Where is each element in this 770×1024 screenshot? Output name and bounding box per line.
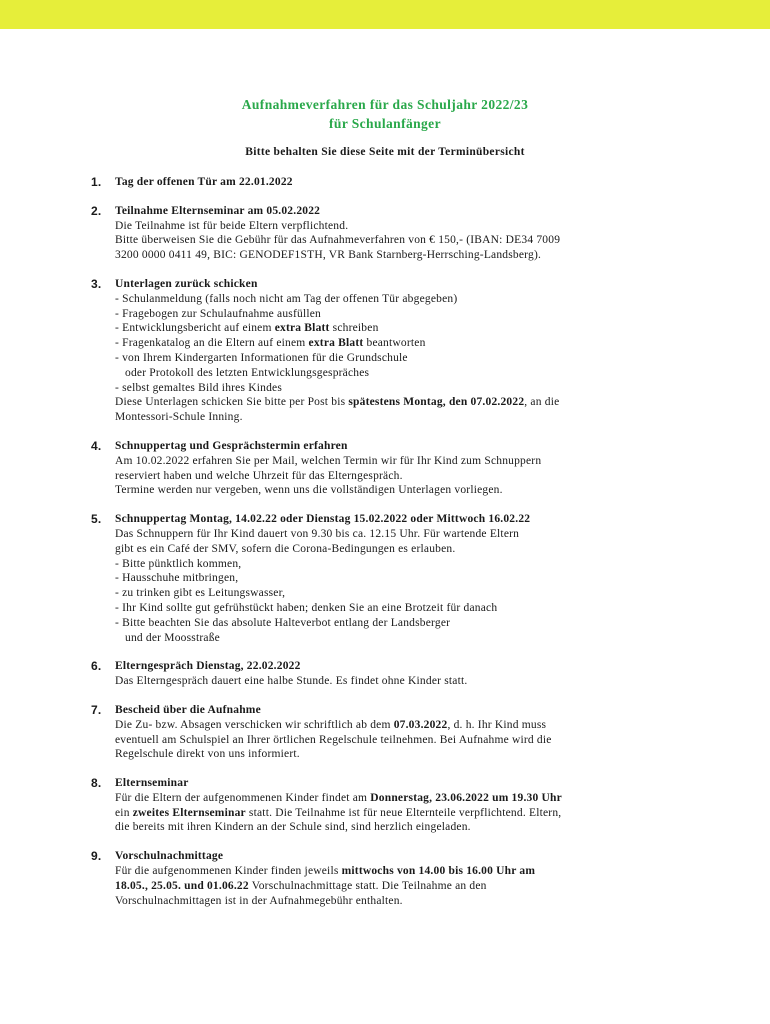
list-item-3 bbox=[91, 277, 691, 425]
item-heading: Schnuppertag und Gesprächstermin erfahren bbox=[115, 439, 348, 452]
item-body bbox=[115, 776, 691, 835]
item-number: 5. bbox=[91, 512, 102, 527]
item-number: 4. bbox=[91, 438, 102, 453]
item-heading: Tag der offenen Tür am 22.01.2022 bbox=[115, 176, 293, 188]
item-body bbox=[115, 849, 691, 908]
item-text: - Entwicklungsbericht auf einem extra Blatt schreiben bbox=[115, 322, 379, 335]
item-text: ein zweites Elternseminar statt. Die Teilnahme ist für neue Elternteile verpflichtend. Eltern, bbox=[115, 806, 562, 819]
item-text: - Ihr Kind sollte gut gefrühstückt haben; denken Sie an eine Brotzeit für danach bbox=[115, 601, 498, 614]
item-body bbox=[115, 659, 691, 689]
item-text: Montessori-Schule Inning. bbox=[115, 411, 243, 424]
item-body bbox=[115, 703, 691, 762]
item-text: - selbst gemaltes Bild ihres Kindes bbox=[115, 381, 283, 394]
item-text: - Fragenkatalog an die Eltern auf einem extra Blatt beantworten bbox=[115, 337, 426, 350]
title-line-2: für Schulanfänger bbox=[329, 116, 441, 131]
item-text: Termine werden nur vergeben, wenn uns die vollständigen Unterlagen vorliegen. bbox=[115, 484, 503, 497]
item-heading: Bescheid über die Aufnahme bbox=[115, 703, 261, 716]
item-body bbox=[115, 175, 691, 190]
item-number: 3. bbox=[91, 276, 102, 291]
item-text: die bereits mit ihren Kindern an der Schule sind, sind herzlich eingeladen. bbox=[115, 821, 471, 834]
item-text: Diese Unterlagen schicken Sie bitte per Post bis spätestens Montag, den 07.02.2022, an die bbox=[115, 396, 560, 409]
item-text: gibt es ein Café der SMV, sofern die Corona-Bedingungen es erlauben. bbox=[115, 542, 456, 555]
item-heading: Schnuppertag Montag, 14.02.22 oder Dienstag 15.02.2022 oder Mittwoch 16.02.22 bbox=[115, 513, 531, 526]
item-text: - zu trinken gibt es Leitungswasser, bbox=[115, 587, 286, 600]
item-body bbox=[115, 439, 691, 498]
item-heading: Elterngespräch Dienstag, 22.02.2022 bbox=[115, 660, 301, 673]
list-item-7 bbox=[91, 703, 691, 762]
item-body bbox=[115, 512, 691, 645]
item-body bbox=[115, 204, 691, 263]
item-text: Bitte überweisen Sie die Gebühr für das Aufnahmeverfahren von € 150,- (IBAN: DE34 7009 bbox=[115, 234, 561, 247]
list-item-2 bbox=[91, 204, 691, 263]
item-text: Am 10.02.2022 erfahren Sie per Mail, welchen Termin wir für Ihr Kind zum Schnuppern bbox=[115, 454, 542, 467]
item-text: und der Moosstraße bbox=[125, 631, 220, 644]
item-text: - Fragebogen zur Schulaufnahme ausfüllen bbox=[115, 307, 321, 320]
top-color-bar bbox=[0, 0, 770, 29]
item-number: 6. bbox=[91, 659, 102, 674]
item-text: reserviert haben und welche Uhrzeit für das Elterngespräch. bbox=[115, 469, 403, 482]
document-subtitle: Bitte behalten Sie diese Seite mit der Terminübersicht bbox=[245, 146, 525, 158]
document-title bbox=[0, 95, 770, 133]
item-number: 9. bbox=[91, 849, 102, 864]
list-item-8 bbox=[91, 776, 691, 835]
item-text: Regelschule direkt von uns informiert. bbox=[115, 748, 300, 761]
item-number: 1. bbox=[91, 175, 102, 189]
item-text: - Bitte beachten Sie das absolute Halteverbot entlang der Landsberger bbox=[115, 616, 451, 629]
item-text: Das Elterngespräch dauert eine halbe Stunde. Es findet ohne Kinder statt. bbox=[115, 675, 468, 688]
item-body bbox=[115, 277, 691, 425]
item-text: oder Protokoll des letzten Entwicklungsgespräches bbox=[125, 366, 370, 379]
title-line-1: Aufnahmeverfahren für das Schuljahr 2022/23 bbox=[241, 97, 529, 112]
item-heading: Unterlagen zurück schicken bbox=[115, 277, 258, 290]
item-text: - Bitte pünktlich kommen, bbox=[115, 557, 242, 570]
item-text: Vorschulnachmittagen ist in der Aufnahmegebühr enthalten. bbox=[115, 894, 403, 907]
item-number: 8. bbox=[91, 776, 102, 791]
item-heading: Elternseminar bbox=[115, 777, 189, 790]
item-text: - von Ihrem Kindergarten Informationen für die Grundschule bbox=[115, 351, 408, 364]
list-item-6 bbox=[91, 659, 691, 689]
list-item-1 bbox=[91, 175, 691, 190]
list-item-4 bbox=[91, 439, 691, 498]
item-text: - Hausschuhe mitbringen, bbox=[115, 572, 239, 585]
item-heading: Teilnahme Elternseminar am 05.02.2022 bbox=[115, 204, 321, 217]
item-text: 18.05., 25.05. und 01.06.22 Vorschulnachmittage statt. Die Teilnahme an den bbox=[115, 879, 487, 892]
item-text: - Schulanmeldung (falls noch nicht am Tag der offenen Tür abgegeben) bbox=[115, 292, 458, 305]
item-text: Die Teilnahme ist für beide Eltern verpflichtend. bbox=[115, 219, 349, 232]
item-number: 2. bbox=[91, 203, 102, 218]
item-heading: Vorschulnachmittage bbox=[115, 850, 224, 863]
item-text: Für die Eltern der aufgenommenen Kinder findet am Donnerstag, 23.06.2022 um 19.30 Uhr bbox=[115, 791, 562, 804]
item-text: Für die aufgenommenen Kinder finden jeweils mittwochs von 14.00 bis 16.00 Uhr am bbox=[115, 865, 536, 878]
list-item-9 bbox=[91, 849, 691, 908]
item-text: Die Zu- bzw. Absagen verschicken wir schriftlich ab dem 07.03.2022, d. h. Ihr Kind muss bbox=[115, 718, 547, 731]
item-text: eventuell am Schulspiel an Ihrer örtlichen Regelschule teilnehmen. Bei Aufnahme wird die bbox=[115, 733, 552, 746]
item-text: 3200 0000 0411 49, BIC: GENODEF1STH, VR Bank Starnberg-Herrsching-Landsberg). bbox=[115, 249, 542, 262]
item-text: Das Schnuppern für Ihr Kind dauert von 9.30 bis ca. 12.15 Uhr. Für wartende Eltern bbox=[115, 527, 520, 540]
item-number: 7. bbox=[91, 702, 102, 717]
list-item-5 bbox=[91, 512, 691, 645]
schedule-list bbox=[91, 175, 691, 908]
